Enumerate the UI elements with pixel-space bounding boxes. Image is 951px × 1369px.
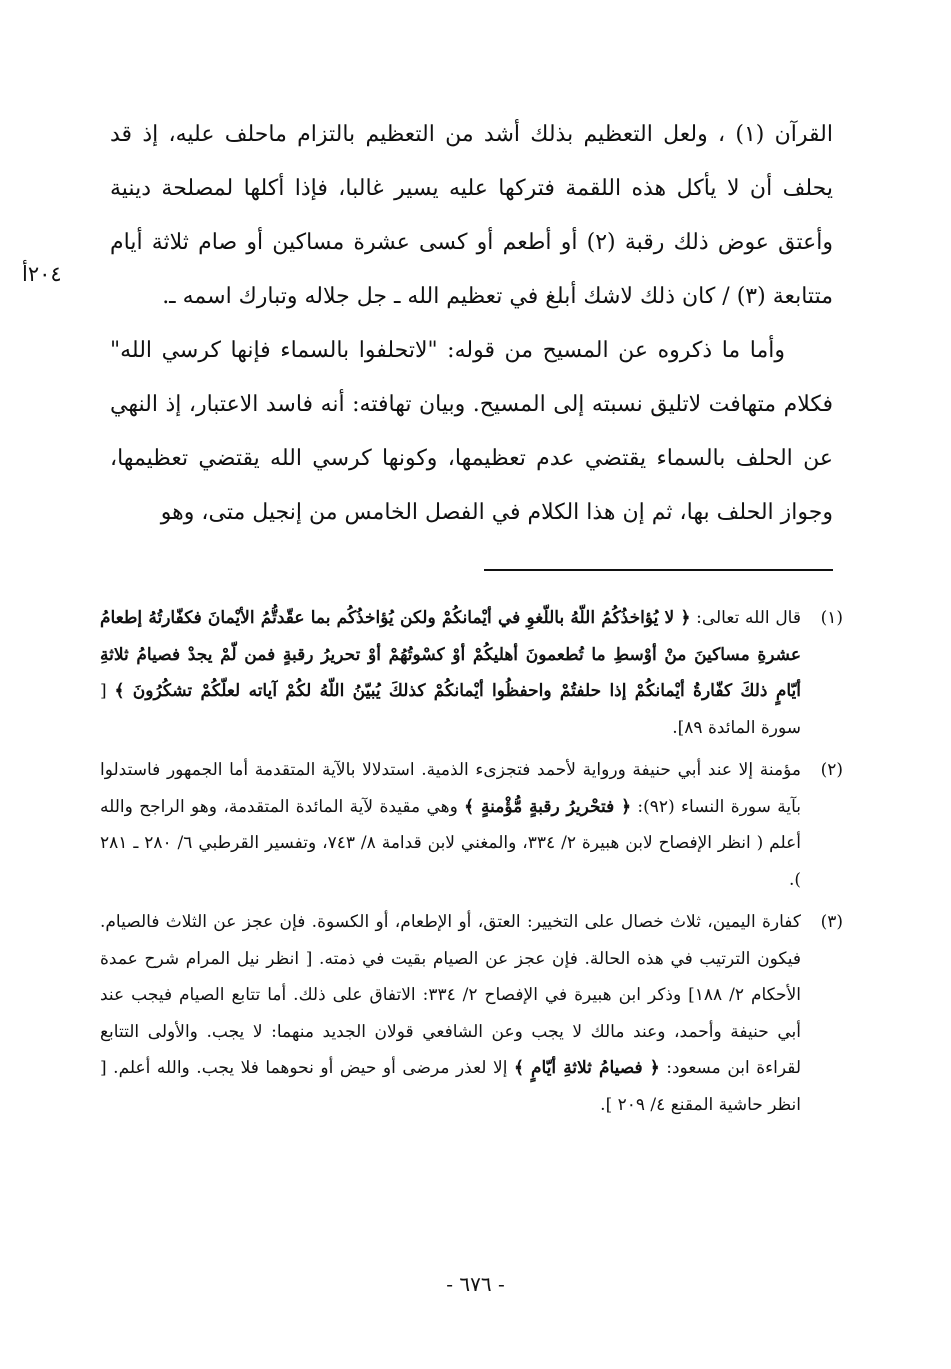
footnote-number: (٣) <box>820 912 843 932</box>
footnotes <box>100 600 843 1129</box>
footnote-intro: كفارة اليمين، ثلاث خصال على التخيير: العتق، أو الإطعام، أو الكسوة. فإن عجز عن الثلاث فالصيام. فيكون الترتيب في هذه الحالة. فإن عجز عن الصيام بقيت في ذمته. [ انظر نيل المرام شرح عمدة الأحكام ٢/ ١٨٨] وذكر ابن هبيرة في الإفصاح ٢/ ٣٣٤: الاتفاق على ذلك. أما تتابع الصيام فيجب عند أبي حنيفة وأحمد، وعند مالك لا يجب وعن الشافعي قولان الجديد منهما: لا يجب. والأولى التتابع لقراءة ابن مسعود: <box>100 912 802 1078</box>
manuscript-folio-marker: ٢٠٤أ <box>22 262 62 286</box>
paragraph-1: القرآن (١) ، ولعل التعظيم بذلك أشد من التعظيم بالتزام ماحلف عليه، إذ قد يحلف أن لا يأكل هذه اللقمة فتركها عليه يسير غالبا، فإذا أكلها لمصلحة دينية وأعتق عوض ذلك رقبة (٢) أو أطعم أو كسى عشرة مساكين أو صام ثلاثة أيام متتابعة (٣) / كان ذلك لاشك أبلغ في تعظيم الله ـ جل جلاله وتبارك اسمه ـ. <box>110 122 833 309</box>
footnote-number: (١) <box>820 608 843 628</box>
footnote-separator <box>484 569 833 571</box>
quran-quote: ﴿ فصيامُ ثلاثةِ أيّامٍ ﴾ <box>513 1058 660 1078</box>
quran-quote: ﴿ فتحْريرُ رقبةٍ مُّؤْمنةٍ ﴾ <box>464 796 632 817</box>
footnote-intro: قال الله تعالى: <box>696 608 801 628</box>
main-text <box>110 108 833 540</box>
paragraph-2: وأما ما ذكروه عن المسيح من قوله: "لاتحلفوا بالسماء فإنها كرسي الله" فكلام متهافت لاتليق نسبته إلى المسيح. وبيان تهافته: أنه فاسد الاعتبار، إذ النهي عن الحلف بالسماء يقتضي عدم تعظيمها، وكونها كرسي الله يقتضي تعظيمها، وجواز الحلف بها، ثم إن هذا الكلام في الفصل الخامس من إنجيل متى، وهو <box>110 338 833 525</box>
footnote-1 <box>100 600 843 746</box>
footnote-3 <box>100 904 843 1123</box>
footnote-number: (٢) <box>820 760 843 780</box>
page-number: - ٦٧٦ - <box>446 1272 505 1296</box>
footnote-citation: إلا لعذر مرضى أو حيض أو نحوهما فلا يجب. والله أعلم. [ انظر حاشية المقنع ٤/ ٢٠٩ ]. <box>100 1058 801 1115</box>
quran-quote: ﴿ لا يُؤاخذُكُمُ اللّهُ باللّغوِ في أيْمانكُمْ ولكن يُؤاخذُكُم بما عقّدتُّمُ الأيْمانَ فكفّارتُهُ إطعامُ عشرةِ مساكينَ منْ أوْسطِ ما تُطعمونَ أهليكُمْ أوْ كسْوتُهُمْ أوْ تحريرُ رقبةٍ فمن لّمْ يجدْ فصيامُ ثلاثةِ أيّامٍ ذلكَ كفّارةُ أيْمانكُمْ إذا حلفتُمْ واحفظُوا أيْمانكُمْ كذلكَ يُبيّنُ اللّهُ لكُمْ آياته لعلّكُمْ تشكُرُونَ ﴾ <box>100 608 801 701</box>
footnote-intro: مؤمنة إلا عند أبي حنيفة ورواية لأحمد فتجزىء الذمية. استدلالا بالآية المتقدمة أما الجمهور فاستدلوا بآية سورة النساء (٩٢): <box>100 760 801 817</box>
footnote-2 <box>100 752 843 898</box>
footnote-citation: [ سورة المائدة ٨٩]. <box>100 681 801 738</box>
footnote-citation: وهي مقيدة لآية المائدة المتقدمة، وهو الراجح والله أعلم ( انظر الإفصاح لابن هبيرة ٢/ ٣٣٤، والمغني لابن قدامة ٨/ ٧٤٣، وتفسير القرطبي ٦/ ٢٨٠ ـ ٢٨١ ). <box>100 796 801 890</box>
